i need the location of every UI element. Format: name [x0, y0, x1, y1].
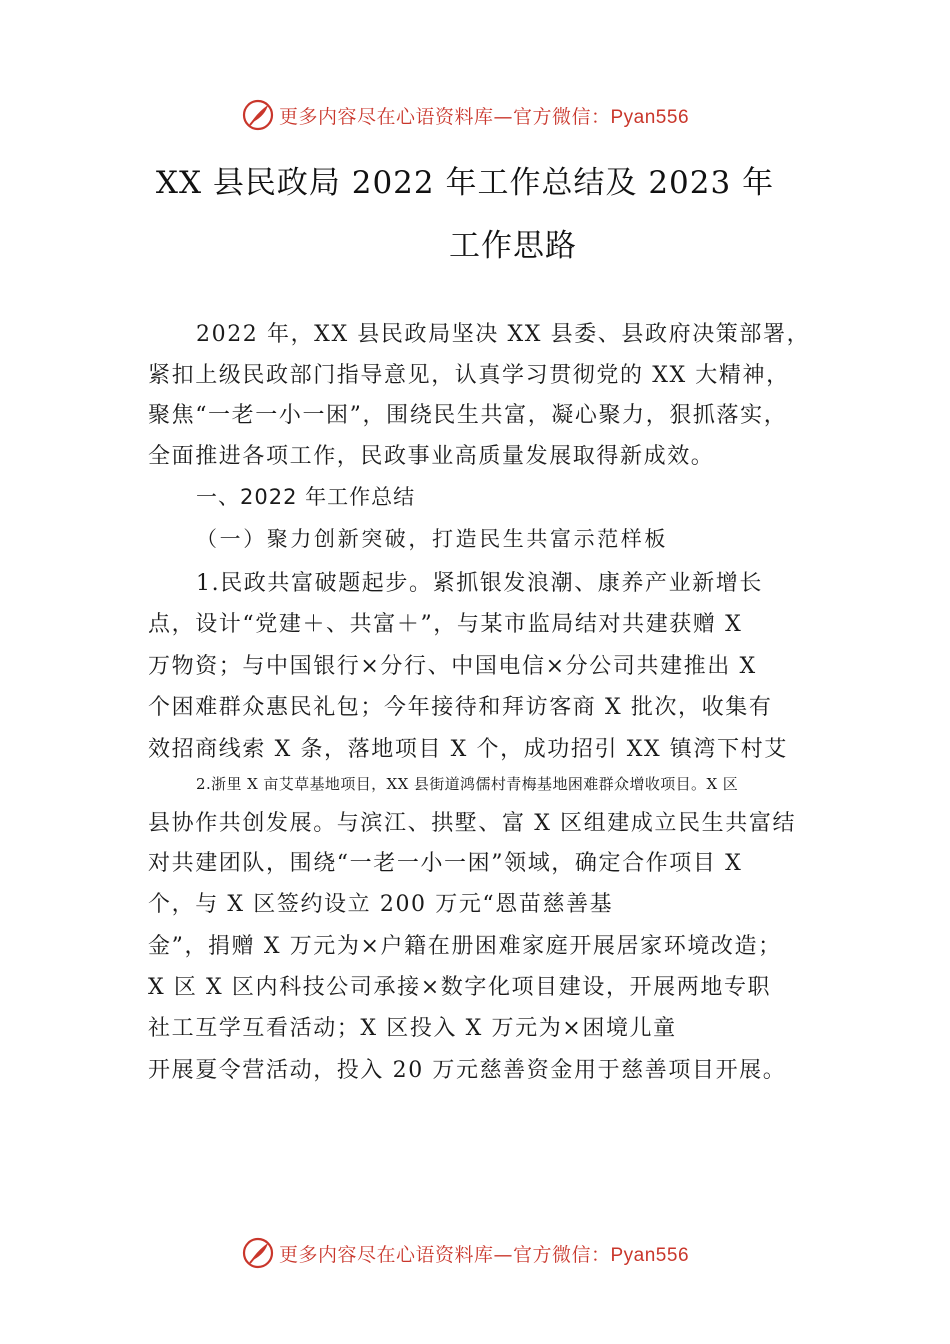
- item2-line: 个，与 X 区签约设立 200 万元“恩苗慈善基: [148, 892, 614, 917]
- item2-line: 县协作共创发展。与滨江、拱墅、富 X 区组建成立民生共富结: [148, 811, 797, 836]
- banner-text: 更多内容尽在心语资料库—官方微信：Pyan556: [278, 1243, 690, 1266]
- intro-line: 全面推进各项工作，民政事业高质量发展取得新成效。: [148, 444, 715, 469]
- item2-line: 对共建团队，围绕“一老一小一困”领域，确定合作项目 X: [148, 851, 743, 876]
- item2-line: X 区 X 区内科技公司承接×数字化项目建设，开展两地专职: [148, 975, 772, 1000]
- item1-line: 1.民政共富破题起步。紧抓银发浪潮、康养产业新增长: [196, 571, 763, 596]
- document-title-line-1: XX 县民政局 2022 年工作总结及 2023 年: [155, 165, 775, 201]
- section-heading: 一、2022 年工作总结: [196, 485, 416, 509]
- item1-line: 点，设计“党建＋、共富＋”，与某市监局结对共建获赠 X: [148, 612, 743, 637]
- banner-content: [241, 98, 689, 132]
- intro-line: 2022 年，XX 县民政局坚决 XX 县委、县政府决策部署，: [196, 322, 811, 347]
- banner-text: 更多内容尽在心语资料库—官方微信：Pyan556: [278, 105, 690, 128]
- item1-line: 效招商线索 X 条，落地项目 X 个，成功招引 XX 镇湾下村艾: [148, 737, 788, 762]
- intro-line: 聚焦“一老一小一困”，围绕民生共富，凝心聚力，狠抓落实，: [148, 403, 788, 428]
- item1-line: 个困难群众惠民礼包；今年接待和拜访客商 X 批次，收集有: [148, 695, 773, 720]
- header-banner: [0, 95, 950, 135]
- wechat-id: Pyan556: [610, 1244, 690, 1266]
- quill-logo-icon: [241, 98, 275, 132]
- item2-line: 开展夏令营活动，投入 20 万元慈善资金用于慈善项目开展。: [148, 1058, 787, 1083]
- item1-line: 万物资；与中国银行×分行、中国电信×分公司共建推出 X: [148, 654, 757, 679]
- quill-logo-icon: [241, 1236, 275, 1270]
- subsection-heading: （一）聚力创新突破，打造民生共富示范样板: [196, 527, 668, 551]
- document-title-line-2: 工作思路: [449, 228, 577, 264]
- banner-content: [241, 1236, 689, 1270]
- item2-small-line: 2.浙里 X 亩艾草基地项目，XX 县街道鸿儒村青梅基地困难群众增收项目。X 区: [196, 775, 739, 793]
- intro-line: 紧扣上级民政部门指导意见，认真学习贯彻党的 XX 大精神，: [148, 363, 790, 388]
- item2-line: 金”，捐赠 X 万元为×户籍在册困难家庭开展居家环境改造；: [148, 934, 782, 959]
- wechat-id: Pyan556: [610, 106, 690, 128]
- footer-banner: [0, 1233, 950, 1273]
- item2-line: 社工互学互看活动；X 区投入 X 万元为×困境儿童: [148, 1016, 677, 1041]
